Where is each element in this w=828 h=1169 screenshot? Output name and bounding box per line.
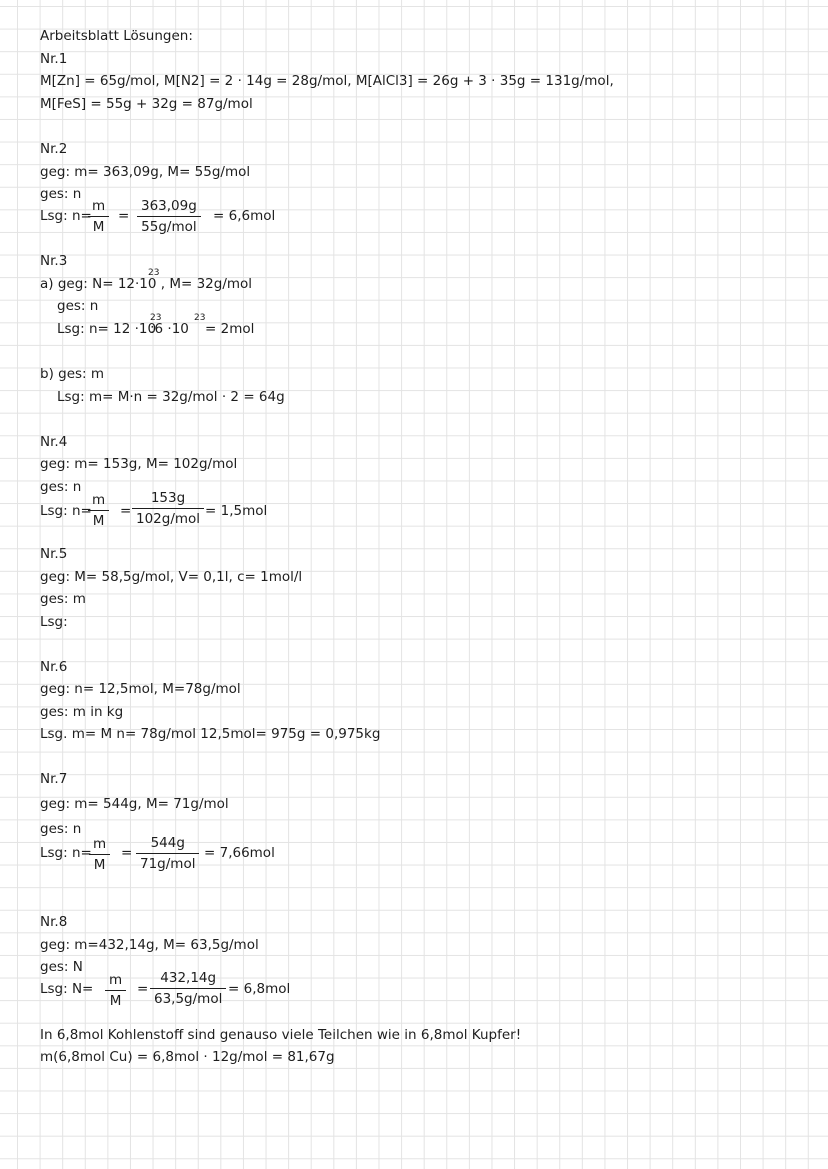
task-1-line-2: M[FeS] = 55g + 32g = 87g/mol bbox=[40, 96, 253, 112]
task-4-given: geg: m= 153g, M= 102g/mol bbox=[40, 456, 238, 472]
fraction-denominator: M bbox=[92, 513, 105, 529]
fraction-denominator: 63,5g/mol bbox=[154, 991, 223, 1007]
task-2-label: Nr.2 bbox=[40, 141, 68, 157]
task-6-solution: Lsg. m= M n= 78g/mol 12,5mol= 975g = 0,975kg bbox=[40, 726, 381, 742]
task-7-given: geg: m= 544g, M= 71g/mol bbox=[40, 796, 229, 812]
task-7-result: = 7,66mol bbox=[204, 845, 275, 861]
task-6-label: Nr.6 bbox=[40, 659, 68, 675]
task-8-sought: ges: N bbox=[40, 959, 83, 975]
fraction-numerator: 432,14g bbox=[150, 970, 226, 989]
task-4-result: = 1,5mol bbox=[205, 503, 268, 519]
task-8-result: = 6,8mol bbox=[228, 981, 291, 997]
task-3a-sought: ges: n bbox=[57, 298, 99, 314]
task-3a-given: a) geg: N= 12·10 , M= 32g/mol bbox=[40, 276, 253, 292]
fraction-denominator: 71g/mol bbox=[140, 856, 196, 872]
equals-sign: = bbox=[118, 208, 130, 224]
task-7-fraction-formula bbox=[89, 836, 110, 873]
conclusion-line-1: In 6,8mol Kohlenstoff sind genauso viele Teilchen wie in 6,8mol Kupfer! bbox=[40, 1027, 522, 1043]
task-8-label: Nr.8 bbox=[40, 914, 68, 930]
fraction-numerator: 544g bbox=[136, 835, 199, 854]
task-2-given: geg: m= 363,09g, M= 55g/mol bbox=[40, 164, 251, 180]
task-3a-exponent: 23 bbox=[148, 268, 160, 278]
task-2-result: = 6,6mol bbox=[213, 208, 276, 224]
task-3b-solution: Lsg: m= M·n = 32g/mol · 2 = 64g bbox=[57, 389, 285, 405]
task-4-fraction-formula bbox=[88, 492, 109, 529]
task-6-sought: ges: m in kg bbox=[40, 704, 124, 720]
task-7-sought: ges: n bbox=[40, 821, 82, 837]
task-3b-sought: b) ges: m bbox=[40, 366, 105, 382]
fraction-numerator: m bbox=[89, 836, 110, 855]
task-5-given: geg: M= 58,5g/mol, V= 0,1l, c= 1mol/l bbox=[40, 569, 303, 585]
task-7-label: Nr.7 bbox=[40, 771, 68, 787]
fraction-numerator: m bbox=[105, 972, 126, 991]
fraction-denominator: M bbox=[92, 219, 105, 235]
task-2-fraction-values bbox=[137, 198, 201, 235]
fraction-denominator: 55g/mol bbox=[141, 219, 197, 235]
fraction-numerator: m bbox=[88, 492, 109, 511]
task-3a-solution-part-1: Lsg: n= 12 ·10 bbox=[57, 321, 157, 337]
task-5-sought: ges: m bbox=[40, 591, 86, 607]
task-2-sought: ges: n bbox=[40, 186, 82, 202]
fraction-numerator: 153g bbox=[132, 490, 204, 509]
task-8-fraction-values bbox=[150, 970, 226, 1007]
equals-sign: = bbox=[120, 503, 132, 519]
task-4-label: Nr.4 bbox=[40, 434, 68, 450]
fraction-denominator: M bbox=[93, 857, 106, 873]
task-7-solution-prefix: Lsg: n= bbox=[40, 845, 92, 861]
task-1-line-1: M[Zn] = 65g/mol, M[N2] = 2 · 14g = 28g/mol, M[AlCl3] = 26g + 3 · 35g = 131g/mol, bbox=[40, 73, 614, 89]
task-3-label: Nr.3 bbox=[40, 253, 68, 269]
task-8-given: geg: m=432,14g, M= 63,5g/mol bbox=[40, 937, 259, 953]
task-3a-solution-part-2: :6 ·10 bbox=[150, 321, 189, 337]
equals-sign: = bbox=[121, 845, 133, 861]
task-1-label: Nr.1 bbox=[40, 51, 68, 67]
task-4-solution-prefix: Lsg: n= bbox=[40, 503, 92, 519]
task-4-sought: ges: n bbox=[40, 479, 82, 495]
task-5-solution: Lsg: bbox=[40, 614, 68, 630]
task-3a-solution-exponent-2: 23 bbox=[194, 313, 206, 323]
task-8-solution-prefix: Lsg: N= bbox=[40, 981, 94, 997]
task-4-fraction-values bbox=[132, 490, 204, 527]
fraction-numerator: 363,09g bbox=[137, 198, 201, 217]
fraction-numerator: m bbox=[88, 198, 109, 217]
task-3a-solution-part-3: = 2mol bbox=[205, 321, 255, 337]
conclusion-line-2: m(6,8mol Cu) = 6,8mol · 12g/mol = 81,67g bbox=[40, 1049, 335, 1065]
task-6-given: geg: n= 12,5mol, M=78g/mol bbox=[40, 681, 241, 697]
task-2-fraction-formula bbox=[88, 198, 109, 235]
task-8-fraction-formula bbox=[105, 972, 126, 1009]
equals-sign: = bbox=[137, 981, 149, 997]
page-title: Arbeitsblatt Lösungen: bbox=[40, 28, 193, 44]
task-7-fraction-values bbox=[136, 835, 199, 872]
task-3a-solution-exponent-1: 23 bbox=[150, 313, 162, 323]
fraction-denominator: 102g/mol bbox=[136, 511, 201, 527]
task-2-solution-prefix: Lsg: n= bbox=[40, 208, 92, 224]
task-5-label: Nr.5 bbox=[40, 546, 68, 562]
fraction-denominator: M bbox=[109, 993, 122, 1009]
